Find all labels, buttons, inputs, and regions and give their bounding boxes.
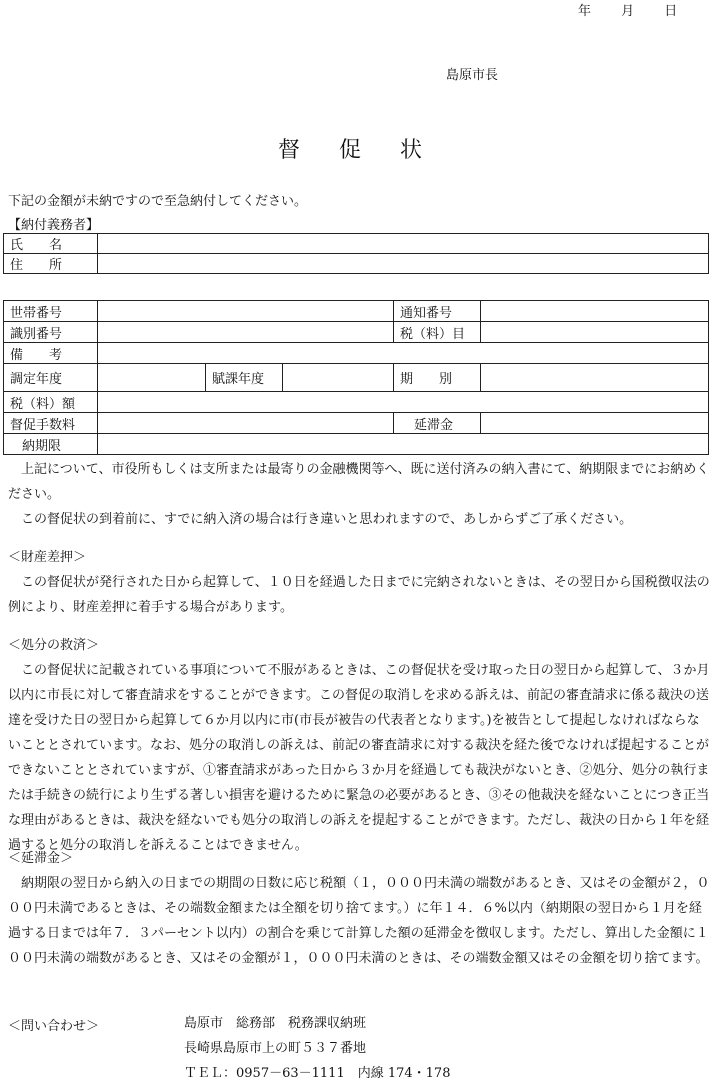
levy-year-label: 賦課年度	[206, 364, 283, 392]
remedy-text: この督促状に記載されている事項について不服があるときは、この督促状を受け取った日の翌日から起算して、３か月以内に市長に対して審査請求をすることができます。この督促の取消しを求める訴えは、前記の審査請求に係る裁決の送達を受けた日の翌日から起算して６か月以内に市(市長が被告の代表者となります。)を被告として提起しなければならないこととされています。なお、処分の取消しの訴えは、前記の審査請求に対する裁決を経た後でなければ提起することができないこととされていますが、①審査請求があった日から３か月を経過しても裁決がないとき、②処分、処分の執行または手続きの続行により生ずる著しい損害を避けるために緊急の必要があるとき、③その他裁決を経ないことにつき正当な理由があるときは、裁決を経ないでも処分の取消しの訴えを提起することができます。ただし、裁決の日から１年を経過すると処分の取消しを訴えることはできません。	[8, 663, 710, 853]
document-title: 督 促 状	[278, 138, 438, 163]
contact-heading: ＜問い合わせ＞	[8, 1019, 100, 1034]
tax-amount-label: 税（料）額	[4, 392, 98, 413]
name-label: 氏 名	[4, 234, 98, 254]
late-fee-section	[8, 846, 711, 971]
taxpayer-table	[3, 233, 709, 274]
remedy-section	[8, 633, 711, 858]
levy-year-value	[283, 364, 394, 392]
address-value	[98, 254, 709, 274]
period-value	[481, 364, 709, 392]
id-no-value	[98, 322, 394, 343]
due-date-value	[98, 434, 709, 455]
household-no-value	[98, 301, 394, 322]
table-row	[4, 322, 709, 343]
taxpayer-heading: 【納付義務者】	[8, 218, 100, 233]
payment-instruction: 上記について、市役所もしくは支所または最寄りの金融機関等へ、既に送付済みの納入書にて、納期限までにお納めください。	[8, 462, 710, 502]
seizure-text: この督促状が発行された日から起算して、１０日を経過した日までに完納されないときは、その翌日から国税徴収法の例により、財産差押に着手する場合があります。	[8, 575, 710, 615]
details-table	[3, 300, 709, 455]
name-value	[98, 234, 709, 254]
tax-item-value	[481, 322, 709, 343]
late-fee-value	[481, 413, 709, 434]
period-label: 期 別	[394, 364, 481, 392]
late-fee-label: 延滞金	[394, 413, 481, 434]
already-paid-note: この督促状の到着前に、すでに納入済の場合は行き違いと思われますので、あしからずご了承ください。	[21, 512, 633, 527]
contact-block	[184, 1011, 450, 1086]
contact-dept: 島原市 総務部 税務課収納班	[184, 1016, 367, 1031]
table-row	[4, 234, 709, 254]
seizure-section	[8, 545, 711, 620]
reminder-fee-value	[98, 413, 394, 434]
issuer-name: 島原市長	[446, 68, 499, 83]
table-row	[4, 434, 709, 455]
tax-item-label: 税（料）目	[394, 322, 481, 343]
table-row	[4, 392, 709, 413]
tax-amount-value	[98, 392, 709, 413]
notice-body	[8, 457, 711, 532]
lead-text: 下記の金額が未納ですので至急納付してください。	[8, 194, 308, 209]
remarks-label: 備 考	[4, 343, 98, 364]
remedy-heading: ＜処分の救済＞	[8, 638, 100, 653]
remarks-value	[98, 343, 709, 364]
table-row	[4, 413, 709, 434]
reminder-fee-label: 督促手数料	[4, 413, 98, 434]
id-no-label: 識別番号	[4, 322, 98, 343]
due-date-label: 納期限	[4, 434, 98, 455]
notice-no-value	[481, 301, 709, 322]
late-fee-text: 納期限の翌日から納入の日までの期間の日数に応じ税額（１，０００円未満の端数があるとき、又はその金額が２，０００円未満であるときは、その端数金額または全額を切り捨てます。）に年１４．６%以内（納期限の翌日から１月を経過する日までは年７．３パーセント以内）の割合を乗じて計算した額の延滞金を徴収します。ただし、算出した金額に１００円未満の端数があるとき、又はその金額が１，０００円未満のときは、その端数金額又はその金額を切り捨てます。	[8, 876, 710, 966]
assessment-year-label: 調定年度	[4, 364, 98, 392]
table-row	[4, 343, 709, 364]
household-no-label: 世帯番号	[4, 301, 98, 322]
contact-address: 長崎県島原市上の町５３７番地	[184, 1041, 367, 1056]
table-row	[4, 254, 709, 274]
table-row	[4, 364, 709, 392]
contact-tel: ＴＥＬ：0957－63－1111 内線 174・178	[184, 1066, 451, 1081]
seizure-heading: ＜財産差押＞	[8, 550, 87, 565]
late-fee-heading: ＜延滞金＞	[8, 851, 74, 866]
assessment-year-value	[98, 364, 206, 392]
notice-no-label: 通知番号	[394, 301, 481, 322]
table-row	[4, 301, 709, 322]
issue-date: 年 月 日	[578, 4, 678, 19]
address-label: 住 所	[4, 254, 98, 274]
